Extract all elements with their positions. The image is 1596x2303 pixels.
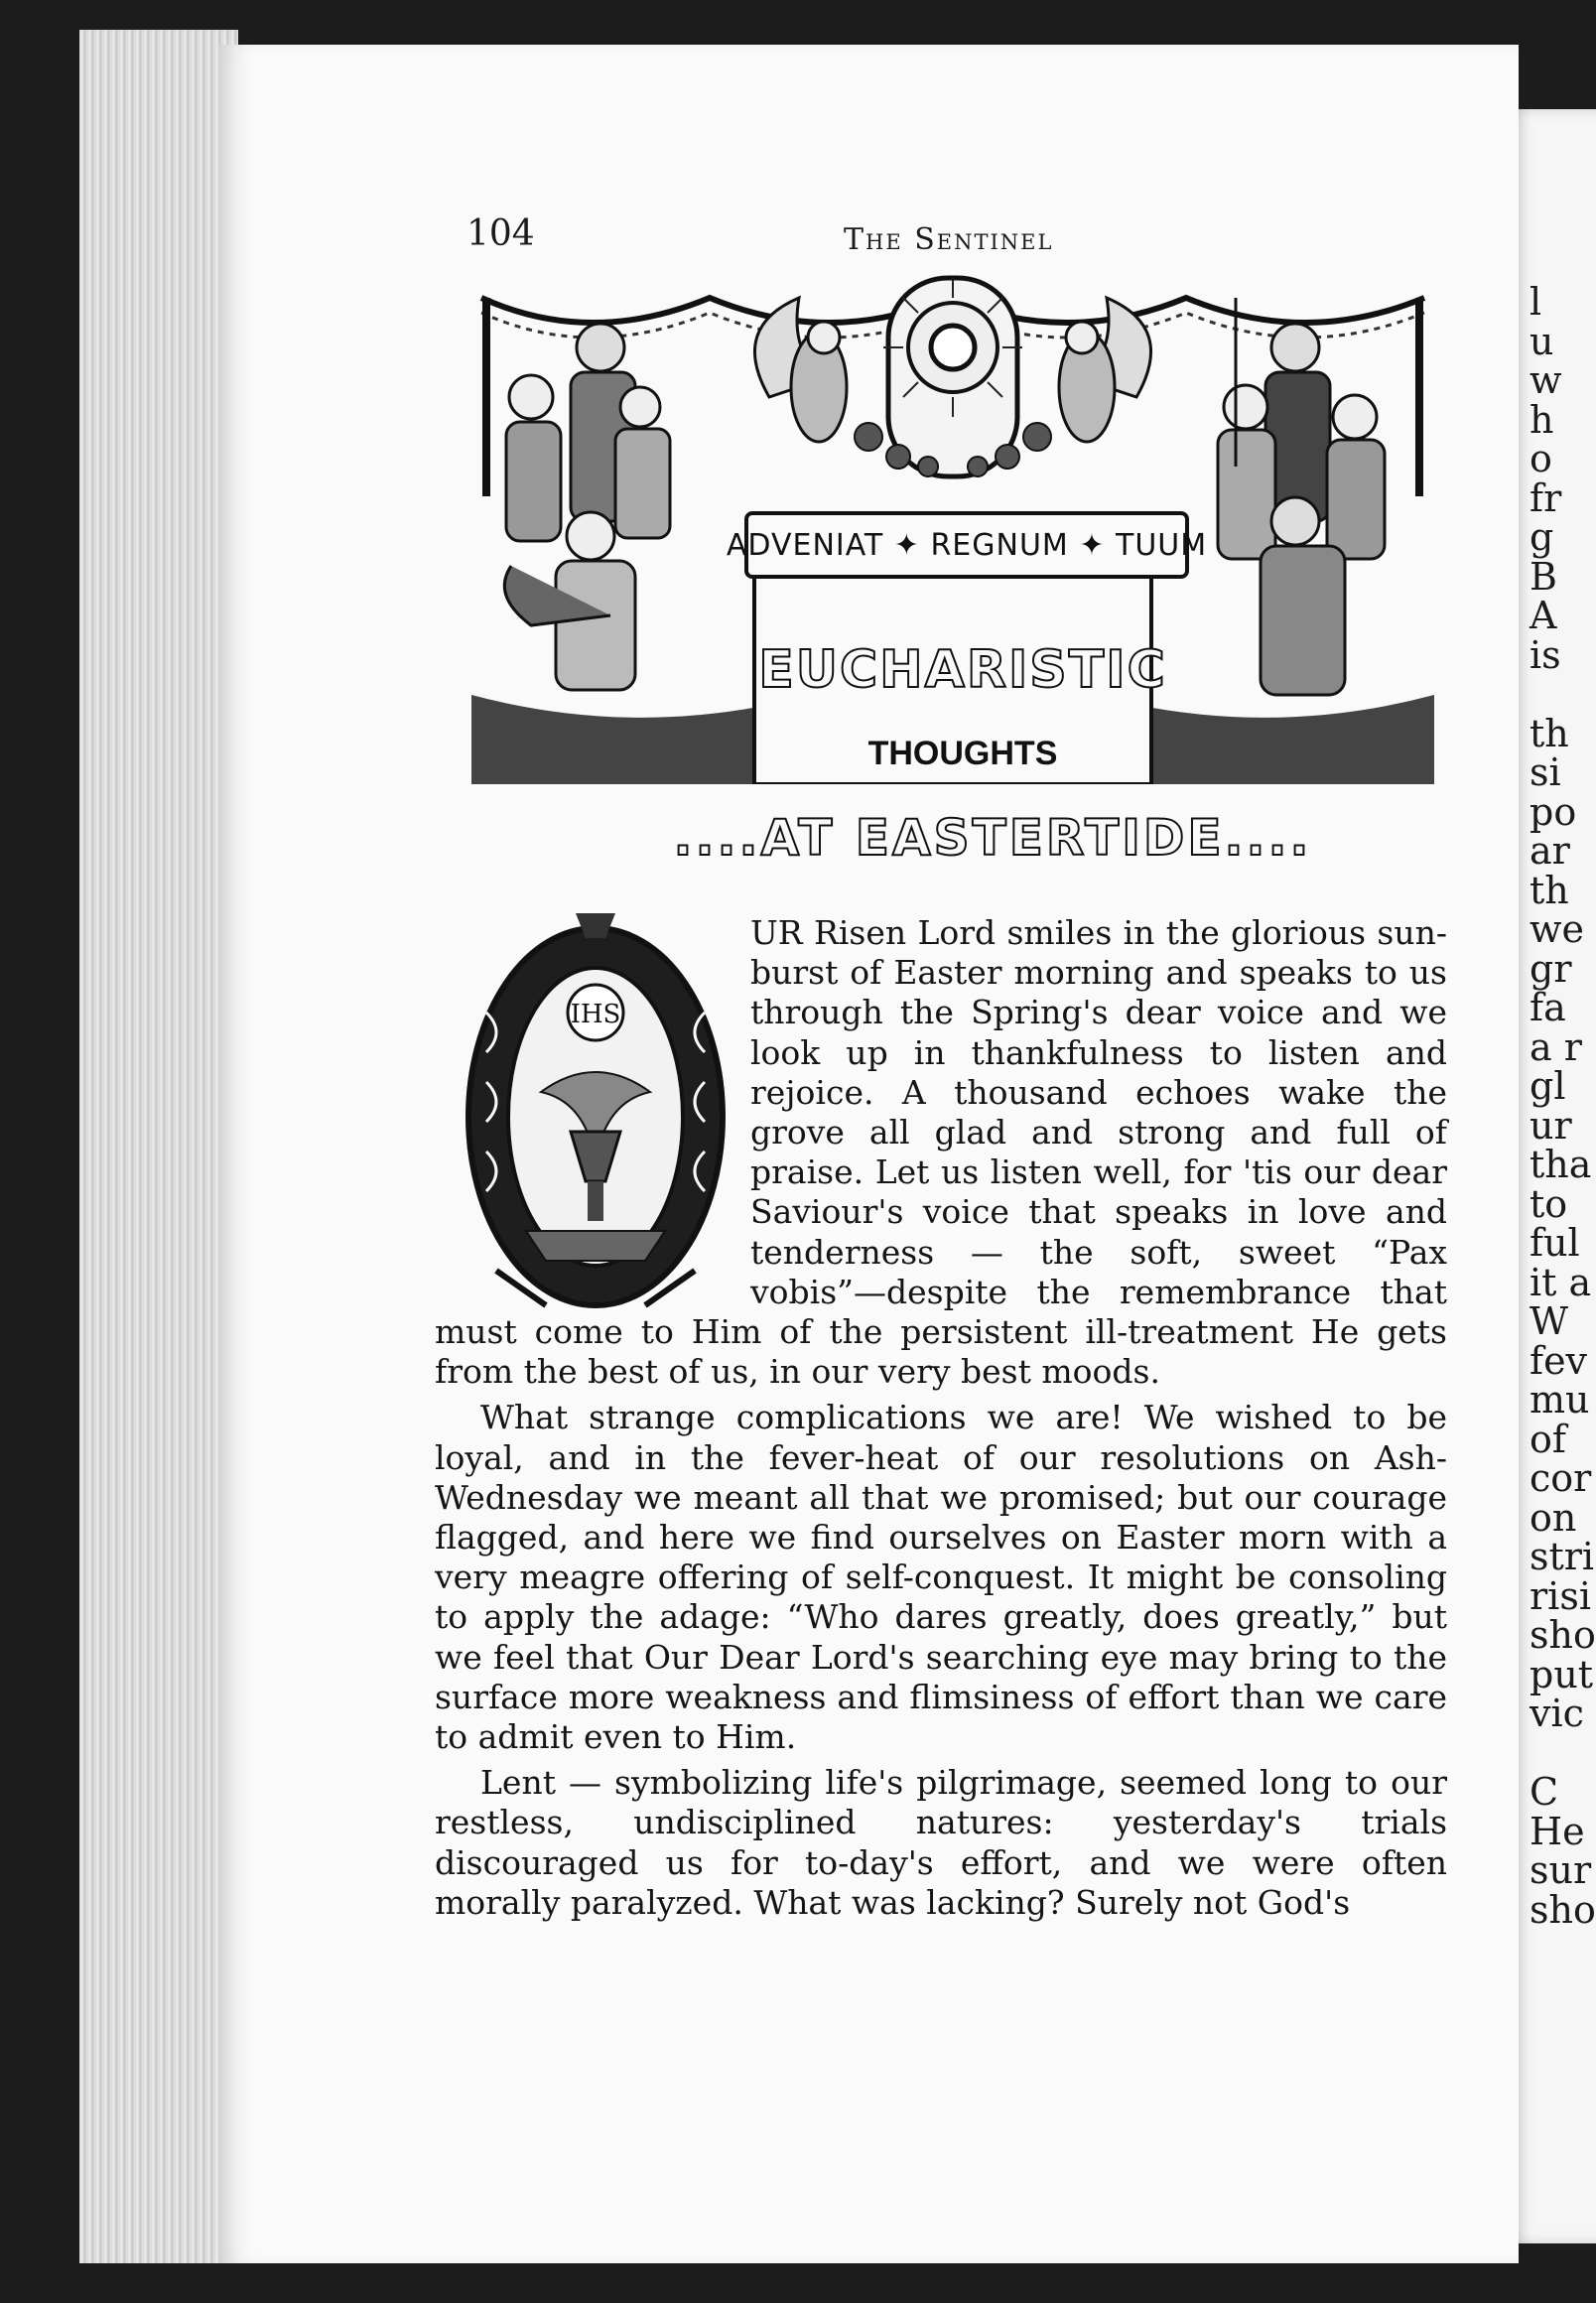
facing-page-text-fragment: si xyxy=(1530,750,1561,794)
facing-page-text-fragment: th xyxy=(1530,868,1569,912)
facing-page-text-fragment: to xyxy=(1530,1181,1568,1226)
svg-text:IHS: IHS xyxy=(570,1000,621,1029)
facing-page-text-fragment: ar xyxy=(1530,829,1570,873)
facing-page-text-fragment: sur xyxy=(1530,1848,1592,1892)
article-subtitle: ....AT EASTERTIDE.... xyxy=(673,809,1312,867)
article-body xyxy=(435,913,1447,1923)
facing-page-text-fragment: C xyxy=(1530,1770,1559,1814)
facing-page-text-fragment: A xyxy=(1530,594,1557,637)
facing-page-text-fragment: on xyxy=(1530,1495,1577,1540)
facing-page-text-fragment: th xyxy=(1530,711,1569,755)
facing-page-text-fragment: He xyxy=(1530,1809,1585,1853)
facing-page-text-fragment: fa xyxy=(1530,986,1566,1029)
facing-page-text-fragment: fr xyxy=(1530,475,1562,520)
facing-page-text-fragment: gr xyxy=(1530,946,1572,991)
facing-page-text-fragment: ur xyxy=(1530,1103,1572,1148)
facing-page-text-fragment: po xyxy=(1530,789,1577,834)
facing-page-text-fragment: tha xyxy=(1530,1143,1592,1186)
facing-page-text-fragment: g xyxy=(1530,515,1554,559)
facing-page-text-fragment: of xyxy=(1530,1417,1566,1461)
article-title: EUCHARISTIC xyxy=(758,640,1167,700)
facing-page-text-fragment: stri xyxy=(1530,1535,1595,1578)
article-paragraph: UR Risen Lord smiles in the glorious sun-burst of Easter morning and speaks to us through the Spring's dear voice and we look up in thankfulness to listen and rejoice. A thousand echoes wake the grove all glad and strong and full of praise. Let us listen well, for 'tis our dear Saviour's voice that speaks in love and tenderness — the soft, sweet “Pax vobis”—despite the remembrance that must come to Him of the persistent ill-treatment He gets from the best of us, in our very best moods. xyxy=(435,913,1447,1392)
running-head: The Sentinel xyxy=(844,222,1054,257)
article-paragraph: What strange complications we are! We wished to be loyal, and in the fever-heat of our resolutions on Ash-Wednesday we meant all that we promised; but our courage flagged, and here we find ourselves on Easter morn with a very meagre offering of self-conquest. It might be consoling to apply the adage: “Who dares greatly, does greatly,” but we feel that Our Dear Lord's searching eye may bring to the surface more weakness and flimsiness of effort than we care to admit even to Him. xyxy=(435,1398,1447,1757)
page-edges xyxy=(79,30,238,2263)
facing-page-text-fragment: mu xyxy=(1530,1378,1590,1422)
facing-page-text-fragment: ful xyxy=(1530,1221,1580,1265)
facing-page-text-fragment: risi xyxy=(1530,1573,1591,1618)
facing-page-text-fragment: fev xyxy=(1530,1338,1588,1383)
article-title-thoughts: THOUGHTS xyxy=(867,735,1058,772)
facing-page-text-fragment: B xyxy=(1530,554,1557,599)
facing-page-text-fragment: h xyxy=(1530,397,1554,442)
facing-page-text-fragment: gl xyxy=(1530,1064,1566,1108)
facing-page-text-fragment: w xyxy=(1530,358,1562,402)
facing-page-text-fragment: o xyxy=(1530,437,1552,480)
facing-page-text-fragment: put xyxy=(1530,1652,1594,1696)
facing-page-text-fragment: a r xyxy=(1530,1024,1582,1069)
facing-page-text-fragment: u xyxy=(1530,319,1554,363)
page-number: 104 xyxy=(466,213,535,254)
facing-page-text-fragment: sho xyxy=(1530,1887,1596,1932)
facing-page-text-fragment: vic xyxy=(1530,1692,1584,1735)
facing-page-text-fragment: cor xyxy=(1530,1456,1592,1500)
facing-page-text-fragment: l xyxy=(1530,280,1542,324)
banner-motto: ADVENIAT ✦ REGNUM ✦ TUUM xyxy=(744,511,1189,579)
facing-page-text-fragment: it a xyxy=(1530,1260,1592,1304)
facing-page-text-fragment: W xyxy=(1530,1299,1569,1343)
facing-page-text-fragment: we xyxy=(1530,907,1585,951)
facing-page-text-fragment: sho xyxy=(1530,1613,1596,1657)
facing-page-text-fragment: is xyxy=(1530,632,1561,677)
article-paragraph: Lent — symbolizing life's pilgrimage, seemed long to our restless, undisciplined natures: yesterday's trials discouraged us for to-day's effort, and we were often morally paralyzed. What was lacking? Surely not God's xyxy=(435,1763,1447,1922)
